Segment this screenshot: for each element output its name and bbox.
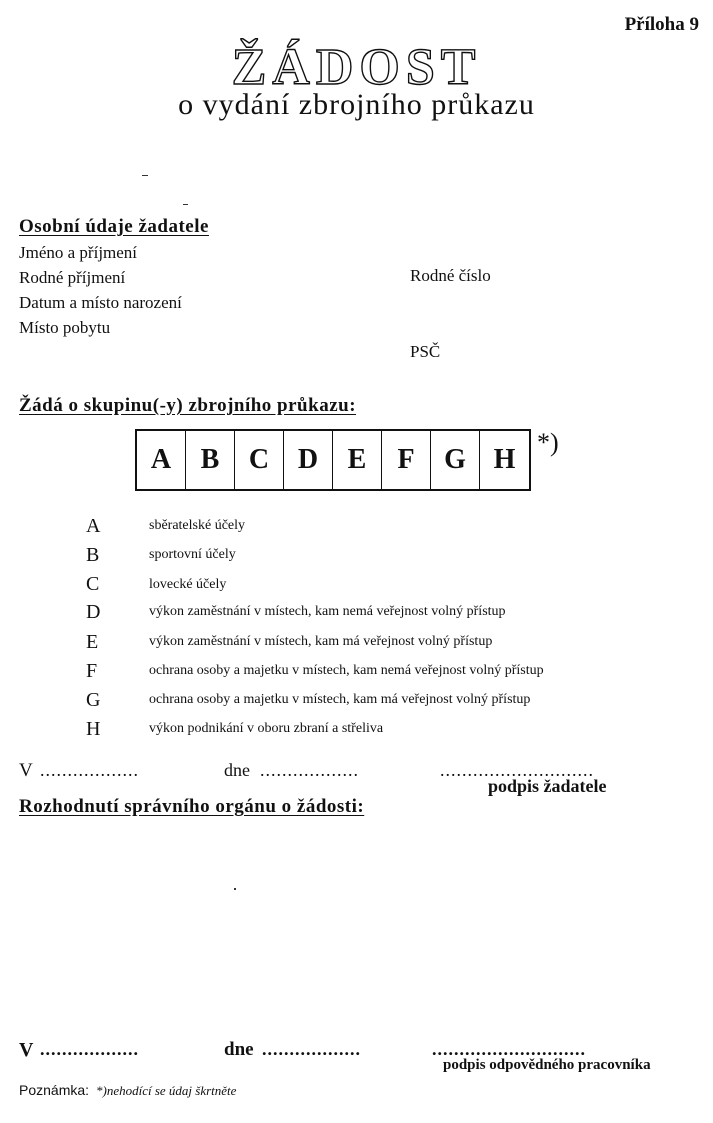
applicant-date-field[interactable]: .................. — [260, 760, 359, 780]
field-birth-number: Rodné číslo — [410, 266, 491, 285]
personal-data-heading: Osobní údaje žadatele — [19, 216, 209, 237]
purpose-letter: H — [86, 718, 101, 740]
footnote-mark: *) — [537, 428, 559, 457]
officer-place-label: V — [19, 1039, 34, 1061]
field-residence: Místo pobytu — [19, 318, 111, 337]
scan-speck — [183, 204, 188, 205]
purpose-letter: D — [86, 601, 101, 623]
group-cell-c[interactable]: C — [235, 431, 284, 489]
scan-speck — [234, 888, 236, 890]
note-text: *)nehodící se údaj škrtněte — [96, 1083, 237, 1098]
decision-heading: Rozhodnutí správního orgánu o žádosti: — [19, 796, 365, 817]
field-birth-name: Rodné příjmení — [19, 268, 126, 287]
officer-signature-field[interactable]: ............................ — [432, 1039, 586, 1059]
purpose-letter: G — [86, 689, 101, 711]
field-name: Jméno a příjmení — [19, 243, 138, 262]
groups-heading: Žádá o skupinu(-y) zbrojního průkazu: — [19, 395, 357, 416]
applicant-place-field[interactable]: .................. — [40, 760, 139, 780]
purpose-letter: C — [86, 573, 100, 595]
purpose-letter: E — [86, 631, 99, 653]
officer-place-field[interactable]: .................. — [40, 1039, 139, 1059]
group-cell-d[interactable]: D — [284, 431, 333, 489]
annex-number: Příloha 9 — [624, 14, 699, 35]
applicant-signature-field[interactable]: ............................ — [440, 760, 594, 780]
group-selection-grid — [135, 429, 531, 491]
field-postal-code: PSČ — [410, 342, 441, 361]
purpose-text: sběratelské účely — [149, 518, 246, 533]
purpose-text: ochrana osoby a majetku v místech, kam má veřejnost volný přístup — [149, 692, 531, 707]
field-birth-date-place: Datum a místo narození — [19, 293, 182, 312]
officer-date-field[interactable]: .................. — [262, 1039, 361, 1059]
group-cell-h[interactable]: H — [493, 444, 516, 475]
purpose-text: výkon zaměstnání v místech, kam nemá veřejnost volný přístup — [149, 604, 506, 619]
group-cell-g[interactable]: G — [431, 431, 480, 489]
group-cell-b[interactable]: B — [186, 431, 235, 489]
officer-signature-caption: podpis odpovědného pracovníka — [443, 1057, 651, 1073]
form-title: ŽÁDOST — [231, 39, 482, 96]
form-subtitle: o vydání zbrojního průkazu — [178, 88, 535, 121]
applicant-signature-caption: podpis žadatele — [488, 776, 607, 796]
group-cell-e[interactable]: E — [333, 431, 382, 489]
purpose-text: výkon podnikání v oboru zbraní a střeliva — [149, 721, 384, 736]
note-label: Poznámka: — [19, 1082, 90, 1098]
purpose-text: lovecké účely — [149, 577, 227, 592]
applicant-date-label: dne — [224, 760, 250, 780]
purpose-letter: A — [86, 515, 101, 537]
purpose-text: sportovní účely — [149, 547, 236, 562]
group-cell-f[interactable]: F — [382, 431, 431, 489]
purpose-text: výkon zaměstnání v místech, kam má veřejnost volný přístup — [149, 634, 493, 649]
purpose-letter: B — [86, 544, 100, 566]
applicant-place-label: V — [19, 760, 33, 781]
purpose-letter: F — [86, 660, 98, 682]
group-cell-a[interactable]: A — [137, 431, 186, 489]
scan-speck — [142, 175, 148, 176]
officer-date-label: dne — [224, 1039, 254, 1060]
purpose-text: ochrana osoby a majetku v místech, kam nemá veřejnost volný přístup — [149, 663, 544, 678]
